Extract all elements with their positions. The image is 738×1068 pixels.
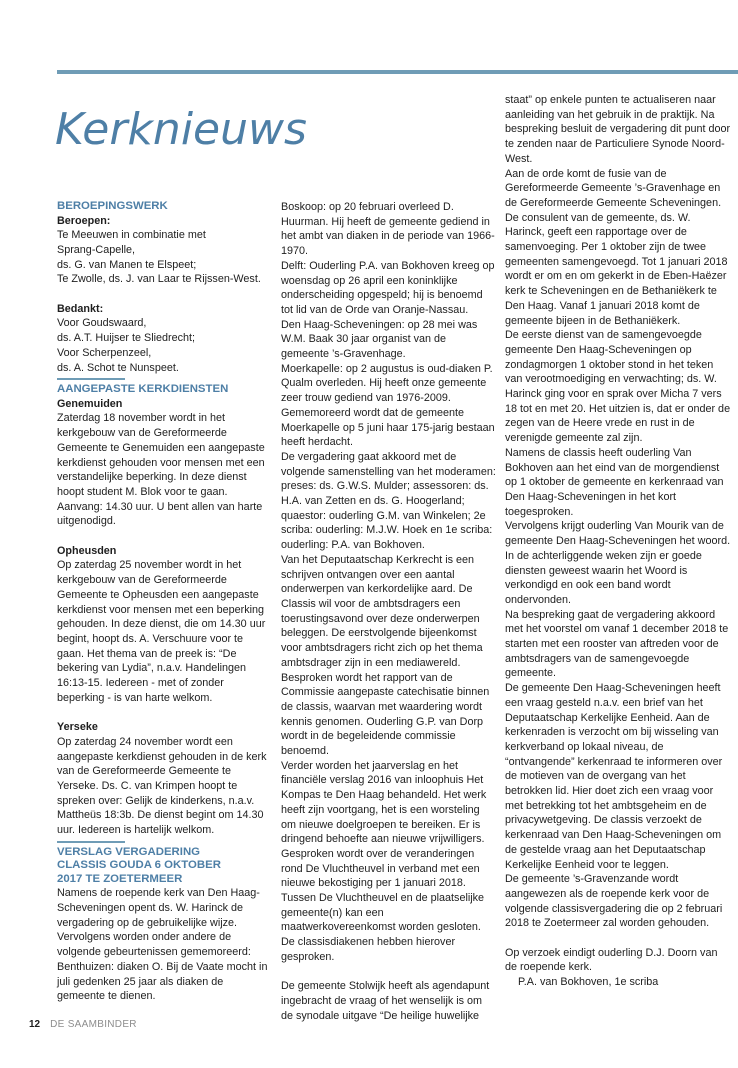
page-number: 12: [29, 1019, 41, 1030]
text-line: Voor Scherpenzeel,: [57, 346, 152, 359]
paragraph: Gememoreerd wordt dat de gemeente Moerkapelle op 5 juni haar 175-jarig bestaan heeft herdacht.: [281, 406, 495, 449]
paragraph: Verder worden het jaarverslag en het financiële verslag 2016 van inloophuis Het Kompas te Den Haag behandeld. Het werk heeft zijn voortgang, het is een worsteling om nieuwe doelgroepen te bereiken. Er is dringend behoefte aan nieuwe vrijwilligers.: [281, 759, 487, 846]
subheading-genemuiden: Genemuiden: [57, 397, 123, 410]
magazine-name: DE SAAMBINDER: [50, 1019, 137, 1030]
subheading-yerseke: Yerseke: [57, 721, 98, 734]
paragraph: De eerste dienst van de samengevoegde gemeente Den Haag-Scheveningen op zondagmorgen 1 oktober stond in het teken van verootmoediging en verwachting; ds. W. Harinck ging voor en sprak over Micha 7 vers 18 tot en met 20. Het uitzien is, dat er onder de zegen van de Heere vrede en rust in de verenigde gemeente zal zijn.: [505, 329, 731, 445]
section-heading-beroepingswerk: BEROEPINGSWERK: [57, 200, 168, 212]
section-divider: [57, 378, 125, 380]
paragraph: Van het Deputaatschap Kerkrecht is een schrijven ontvangen over een aantal onderwerpen van kerkordelijke aard. De Classis wil voor de ambtsdragers een toerustingsavond over deze onderwerpen beleggen. De eerstvolgende bijeenkomst voor ambtsdragers richt zich op het thema ambtsdrager zijn in een mediawereld.: [281, 553, 483, 669]
text-line: ds. A.T. Huijser te Sliedrecht;: [57, 332, 196, 345]
page-title: Kerknieuws: [55, 104, 307, 155]
section-heading-aangepaste-kerkdiensten: AANGEPASTE KERKDIENSTEN: [57, 383, 229, 396]
section-divider: [57, 841, 125, 843]
text-line: Sprang-Capelle,: [57, 243, 136, 256]
paragraph: Zaterdag 18 november wordt in het kerkgebouw van de Gereformeerde Gemeente te Genemuiden een aangepaste kerkdienst gehouden voor mensen met een verstandelijke beperking. In deze dienst hoopt student M. Blok voor te gaan. Aanvang: 14.30 uur. U bent allen van harte uitgenodigd.: [57, 412, 265, 528]
section-heading-verslag: VERSLAG VERGADERING: [57, 845, 201, 858]
text-line: Te Meeuwen in combinatie met: [57, 229, 206, 242]
paragraph: Boskoop: op 20 februari overleed D. Huurman. Hij heeft de gemeente gediend in het ambt van diaken in de periode van 1966-1970.: [281, 201, 495, 258]
text-line: ds. A. Schot te Nunspeet.: [57, 361, 179, 374]
text-line: Te Zwolle, ds. J. van Laar te Rijssen-West.: [57, 273, 261, 286]
paragraph: Delft: Ouderling P.A. van Bokhoven kreeg op woensdag op 26 april een koninklijke onderscheiding opgespeld; hij is benoemd tot lid van de Orde van Oranje-Nassau.: [281, 259, 495, 316]
subheading-bedankt: Bedankt:: [57, 302, 104, 315]
paragraph: staat” op enkele punten te actualiseren naar aanleiding van het gebruik in de praktijk. Na bespreking besluit de vergadering dit punt door te zenden naar de Particuliere Synode Noord-West.: [505, 94, 731, 165]
top-rule: [57, 70, 738, 74]
paragraph: De gemeente Den Haag-Scheveningen heeft een vraag gesteld n.a.v. een brief van het Deputaatschap Kerkelijke Eenheid. Aan de kerkenraden is verzocht om bij wisseling van kerkverband op lokaal niveau, de “ontvangende” kerkenraad te informeren over de motieven van de overgang van het betrokken lid. Hier doet zich een vraag voor met betrekking tot het ambtsgeheim en de privacywetgeving. De classis verzoekt de kerkenraad van Den Haag-Scheveningen om de gestelde vraag aan het Deputaatschap Kerkelijke Eenheid voor te leggen.: [505, 682, 723, 871]
paragraph: Moerkapelle: op 2 augustus is oud-diaken P. Qualm overleden. Hij heeft onze gemeente zeer trouw gediend van 1976-2009.: [281, 362, 493, 405]
paragraph: Besproken wordt het rapport van de Commissie aangepaste catechisatie binnen de classis, waarvan met waardering wordt kennis genomen. Ouderling G.P. van Dorp wordt in de begeleidende commissie benoemd.: [281, 671, 490, 758]
text-line: ds. G. van Manen te Elspeet;: [57, 258, 197, 271]
paragraph: Gesproken wordt over de veranderingen rond De Vluchtheuvel in verband met een nieuwe bekostiging per 1 januari 2018. Tussen De Vluchtheuvel en de plaatselijke gemeente(n) kan een maatwerkovereenkomst worden gesloten. De classisdiakenen hebben hierover gesproken.: [281, 847, 485, 963]
paragraph: Den Haag-Scheveningen: op 28 mei was W.M. Baak 30 jaar organist van de gemeente ’s-Gravenhage.: [281, 318, 478, 361]
subheading-beroepen: Beroepen:: [57, 214, 111, 227]
section-heading-verslag-line3: 2017 TE ZOETERMEER: [57, 872, 183, 885]
paragraph: Op zaterdag 24 november wordt een aangepaste kerkdienst gehouden in de kerk van de Gereformeerde Gemeente te Yerseke. Ds. C. van Krimpen hoopt te spreken over: Gelijk de kinderkens, n.a.v. Mattheüs 18:3b. De dienst begint om 14.30 uur. Iedereen is hartelijk welkom.: [57, 735, 267, 837]
section-heading-verslag-line2: CLASSIS GOUDA 6 OKTOBER: [57, 859, 221, 872]
signature: P.A. van Bokhoven, 1e scriba: [518, 976, 659, 989]
paragraph: Na bespreking gaat de vergadering akkoord met het voorstel om vanaf 1 december 2018 te starten met een rooster van aftreden voor de ambtsdragers van de samengevoegde gemeente.: [505, 608, 729, 680]
paragraph: Namens de roepende kerk van Den Haag-Scheveningen opent ds. W. Harinck de vergadering op de gebruikelijke wijze. Vervolgens worden onder andere de volgende gebeurtenissen gememoreerd:: [57, 887, 260, 959]
paragraph: Benthuizen: diaken O. Bij de Vaate mocht in juli gedenken 25 jaar als diaken de gemeente te dienen.: [57, 960, 268, 1003]
paragraph: De vergadering gaat akkoord met de volgende samenstelling van het moderamen: preses: ds. G.W.S. Mulder; assessoren: ds. H.A. van Zetten en ds. G. Hoogerland; quaestor: ouderling G.M. van Winkelen; 2e scriba: ouderling: M.J.W. Hoek en 1e scriba: ouderling: P.A. van Bokhoven.: [281, 450, 496, 552]
text-line: Voor Goudswaard,: [57, 317, 147, 330]
paragraph: Vervolgens krijgt ouderling Van Mourik van de gemeente Den Haag-Scheveningen het woord. In de achterliggende weken zijn er goede diensten geweest waarin het Woord is verkondigd en ook een band wordt ondervonden.: [505, 520, 731, 606]
column-3: [505, 93, 731, 990]
paragraph: De gemeente Stolwijk heeft als agendapunt ingebracht de vraag of het wenselijk is om de synodale uitgave “De heilige huwelijke: [281, 980, 490, 1022]
subheading-opheusden: Opheusden: [57, 544, 117, 557]
paragraph: De gemeente ’s-Gravenzande wordt aangewezen als de roepende kerk voor de volgende classisvergadering die op 2 februari 2018 te Zoetermeer zal worden gehouden.: [505, 873, 723, 930]
column-2: [281, 200, 496, 1023]
paragraph: Op verzoek eindigt ouderling D.J. Doorn van de roepende kerk.: [505, 946, 718, 974]
paragraph: Aan de orde komt de fusie van de Gereformeerde Gemeente ’s-Gravenhage en de Gereformeerde Gemeente Scheveningen. De consulent van de gemeente, ds. W. Harinck, geeft een rapportage over de samenvoeging. Per 1 oktober zijn de twee gemeenten samengevoegd. Tot 1 januari 2018 wordt er om en om gekerkt in de Eben-Haëzer kerk te Scheveningen en de Bethaniëkerk te Den Haag. Vanaf 1 januari 2018 komt de gemeente bijeen in de Bethaniëkerk.: [505, 167, 728, 327]
paragraph: Op zaterdag 25 november wordt in het kerkgebouw van de Gereformeerde Gemeente te Opheusden een aangepaste kerkdienst voor mensen met een beperking gehouden. In deze dienst, die om 14.30 uur begint, hoopt ds. A. Verschuure voor te gaan. Het thema van de preek is: “De bekering van Lydia”, n.a.v. Handelingen 16:13-15. Iedereen - met of zonder beperking - is van harte welkom.: [57, 559, 266, 704]
page-footer: [29, 1019, 137, 1030]
paragraph: Namens de classis heeft ouderling Van Bokhoven aan het eind van de morgendienst op 1 oktober de gemeente en kerkenraad van Den Haag-Scheveningen in het kort toegesproken.: [505, 446, 724, 518]
column-1: [57, 200, 272, 1004]
